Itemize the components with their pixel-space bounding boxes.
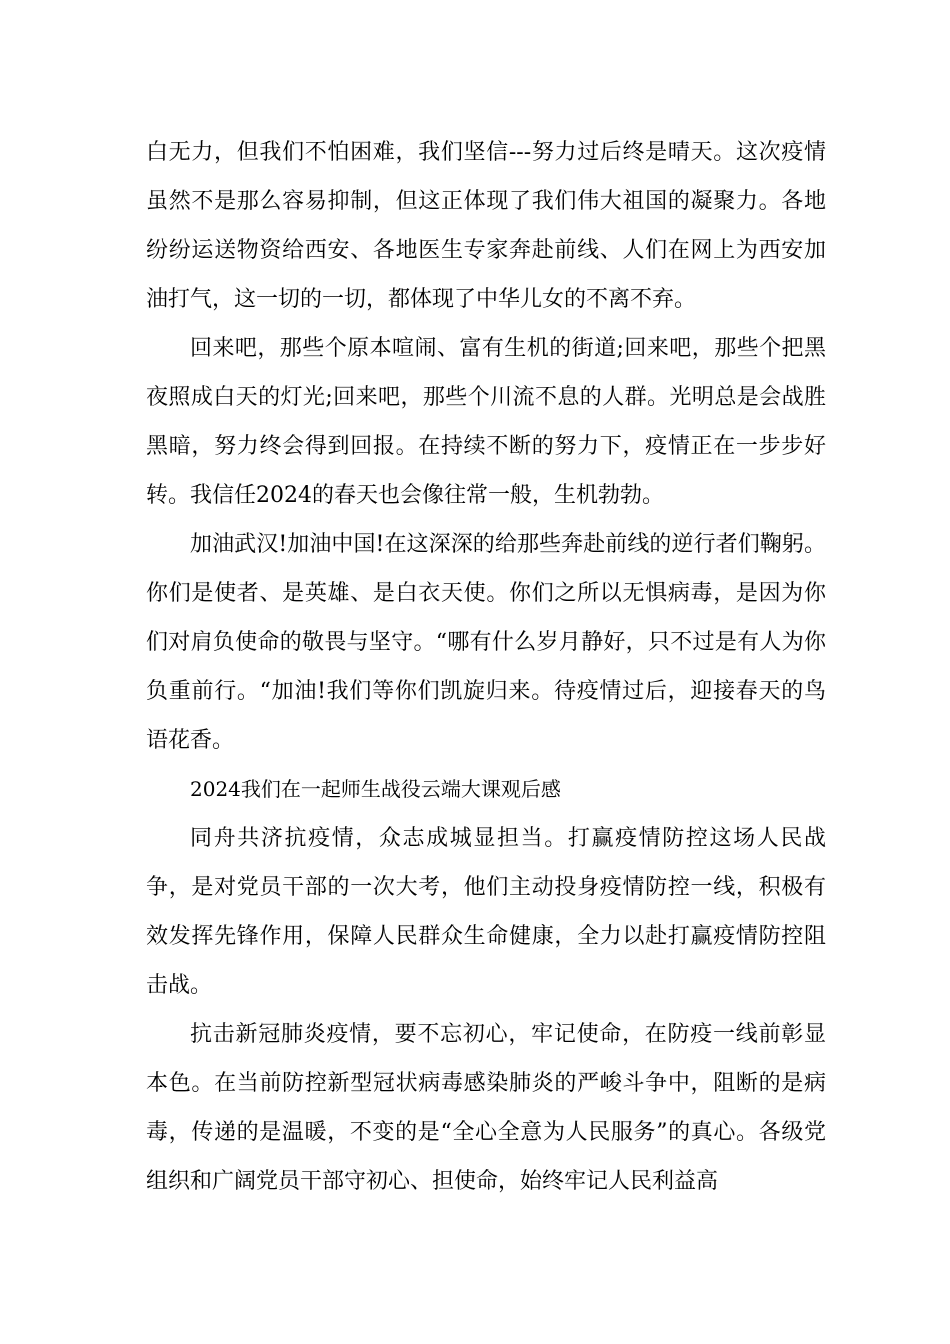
paragraph-original-mission: 抗击新冠肺炎疫情，要不忘初心，牢记使命，在防疫一线前彰显本色。在当前防控新型冠状病毒感染肺炎的严峻斗争中，阻断的是病毒，传递的是温暖，不变的是“全心全意为人民服务”的真心。各级党组织和广阔党员干部守初心、担使命，始终牢记人民利益高 <box>146 1022 826 1194</box>
paragraph-cheer: 加油武汉!加油中国!在这深深的给那些奔赴前线的逆行者们鞠躬。你们是使者、是英雄、是白衣天使。你们之所以无惧病毒，是因为你们对肩负使命的敬畏与坚守。“哪有什么岁月静好，只不过是有人为你负重前行。“加油!我们等你们凯旋归来。待疫情过后，迎接春天的鸟语花香。 <box>146 532 826 753</box>
paragraph-together: 同舟共济抗疫情，众志成城显担当。打赢疫情防控这场人民战争，是对党员干部的一次大考，他们主动投身疫情防控一线，积极有效发挥先锋作用，保障人民群众生命健康，全力以赴打赢疫情防控阻击战。 <box>146 826 826 998</box>
paragraph-continuation: 白无力，但我们不怕困难，我们坚信---努力过后终是晴天。这次疫情虽然不是那么容易抑制，但这正体现了我们伟大祖国的凝聚力。各地纷纷运送物资给西安、各地医生专家奔赴前线、人们在网上为西安加油打气，这一切的一切，都体现了中华儿女的不离不弃。 <box>146 140 826 312</box>
document-body <box>146 128 826 1206</box>
paragraph-come-back: 回来吧，那些个原本喧闹、富有生机的街道;回来吧，那些个把黑夜照成白天的灯光;回来吧，那些个川流不息的人群。光明总是会战胜黑暗，努力终会得到回报。在持续不断的努力下，疫情正在一步步好转。我信任2024的春天也会像往常一般，生机勃勃。 <box>146 336 826 508</box>
section-title: 2024我们在一起师生战役云端大课观后感 <box>190 777 561 801</box>
